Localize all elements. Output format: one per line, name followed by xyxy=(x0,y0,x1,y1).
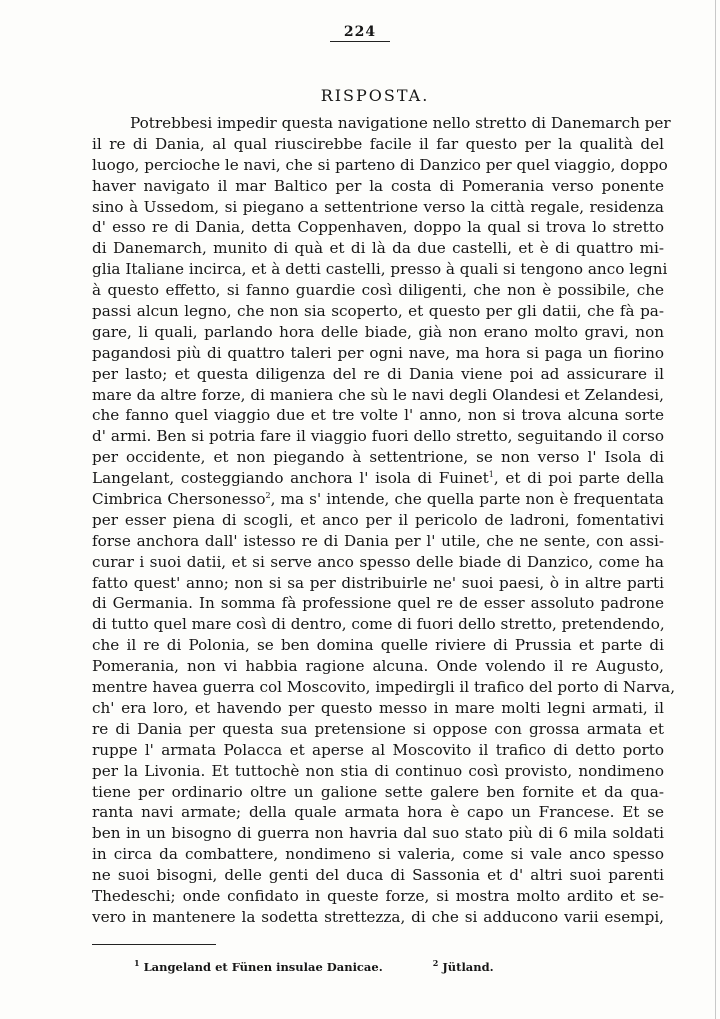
text-line: fatto quest' anno; non si sa per distribuirle ne' suoi paesi, ò in altre parti xyxy=(92,573,664,592)
text-segment: Cimbrica Chersonesso xyxy=(92,490,266,509)
text-line: re di Dania per questa sua pretensione si oppose con grossa armata et xyxy=(92,719,664,738)
text-line: tiene per ordinario oltre un galione sette galere ben fornite et da qua- xyxy=(92,782,664,801)
text-line: pagandosi più di quattro taleri per ogni nave, ma hora si paga un fiorino xyxy=(92,343,664,362)
text-line: forse anchora dall' istesso re di Dania per l' utile, che ne sente, con assi- xyxy=(92,531,664,550)
text-line: à questo effetto, si fanno guardie così diligenti, che non è possibile, che xyxy=(92,281,664,300)
footnote-2 xyxy=(433,960,494,974)
text-line: luogo, percioche le navi, che si parteno di Danzico per quel viaggio, doppo xyxy=(92,155,668,174)
text-line: haver navigato il mar Baltico per la costa di Pomerania verso ponente xyxy=(92,176,664,195)
text-line: vero in mantenere la sodetta strettezza, di che si adducono varii esempi, xyxy=(92,907,664,926)
text-line: di Danemarch, munito di quà et di là da due castelli, et è di quattro mi- xyxy=(92,239,664,258)
footnote-1 xyxy=(134,960,383,974)
footnote-mark: 1 xyxy=(488,470,494,480)
footnote-divider xyxy=(92,944,216,945)
text-line: d' esso re di Dania, detta Coppenhaven, doppo la qual si trova lo stretto xyxy=(92,218,664,237)
text-line: mare da altre forze, di maniera che sù le navi degli Olandesi et Zelandesi, xyxy=(92,385,664,404)
text-line: in circa da combattere, nondimeno si valeria, come si vale anco spesso xyxy=(92,845,664,864)
text-line: Pomerania, non vi habbia ragione alcuna. Onde volendo il re Augusto, xyxy=(92,657,664,676)
text-line-with-footnote xyxy=(92,468,664,489)
text-line: mentre havea guerra col Moscovito, impedirgli il trafico del porto di Narva, xyxy=(92,678,676,697)
body-text xyxy=(92,113,676,928)
footnotes xyxy=(134,960,494,974)
text-line: per occidente, et non piegando à settentrione, se non verso l' Isola di xyxy=(92,448,664,467)
text-line: ruppe l' armata Polacca et aperse al Moscovito il trafico di detto porto xyxy=(92,740,664,759)
footnote-mark: 2 xyxy=(432,958,439,969)
page-edge xyxy=(715,0,716,1019)
text-line: per lasto; et questa diligenza del re di Dania viene poi ad assicurare il xyxy=(92,364,664,383)
text-line: curar i suoi datii, et si serve anco spesso delle biade di Danzico, come ha xyxy=(92,552,664,571)
text-line: passi alcun legno, che non sia scoperto, et questo per gli datii, che fà pa- xyxy=(92,302,664,321)
text-segment: , et di poi parte della xyxy=(493,469,665,488)
text-line: Thedeschi; onde confidato in queste forze, si mostra molto ardito et se- xyxy=(92,886,664,905)
text-line: gare, li quali, parlando hora delle biade, già non erano molto gravi, non xyxy=(92,322,664,341)
text-line: per la Livonia. Et tuttochè non stia di continuo così provisto, nondimeno xyxy=(92,761,664,780)
text-line: il re di Dania, al qual riuscirebbe facile il far questo per la qualità del xyxy=(92,134,664,153)
text-line: che il re di Polonia, se ben domina quelle riviere di Prussia et parte di xyxy=(92,636,664,655)
text-line: che fanno quel viaggio due et tre volte l' anno, non si trova alcuna sorte xyxy=(92,406,664,425)
page-number: 224 xyxy=(0,24,720,42)
footnote-mark: 2 xyxy=(265,490,271,500)
text-line-with-footnote xyxy=(92,489,664,510)
text-line: ranta navi armate; della quale armata hora è capo un Francese. Et se xyxy=(92,803,664,822)
text-line: sino à Ussedom, si piegano a settentrione verso la città regale, residenza xyxy=(92,197,664,216)
footnote-text: Jütland. xyxy=(442,960,494,974)
text-line: ben in un bisogno di guerra non havria dal suo stato più di 6 mila soldati xyxy=(92,824,664,843)
text-line: ne suoi bisogni, delle genti del duca di Sassonia et d' altri suoi parenti xyxy=(92,866,664,885)
text-segment: , ma s' intende, che quella parte non è frequentata xyxy=(270,490,664,509)
text-line: di tutto quel mare così di dentro, come di fuori dello stretto, pretendendo, xyxy=(92,615,665,634)
footnote-text: Langeland et Fünen insulae Danicae. xyxy=(143,960,383,974)
text-line: per esser piena di scogli, et anco per il pericolo de ladroni, fomentativi xyxy=(92,510,664,529)
text-line: d' armi. Ben si potria fare il viaggio fuori dello stretto, seguitando il corso xyxy=(92,427,664,446)
text-line: glia Italiane incirca, et à detti castelli, presso à quali si tengono anco legni xyxy=(92,260,668,279)
footnote-mark: 1 xyxy=(134,958,140,969)
text-segment: Langelant, costeggiando anchora l' isola di Fuinet xyxy=(92,469,489,488)
text-line: Potrebbesi impedir questa navigatione nello stretto di Danemarch per xyxy=(130,114,671,132)
text-line: di Germania. In somma fà professione quel re de esser assoluto padrone xyxy=(92,594,664,613)
section-heading: RISPOSTA. xyxy=(320,86,430,105)
text-line: ch' era loro, et havendo per questo messo in mare molti legni armati, il xyxy=(92,698,664,717)
